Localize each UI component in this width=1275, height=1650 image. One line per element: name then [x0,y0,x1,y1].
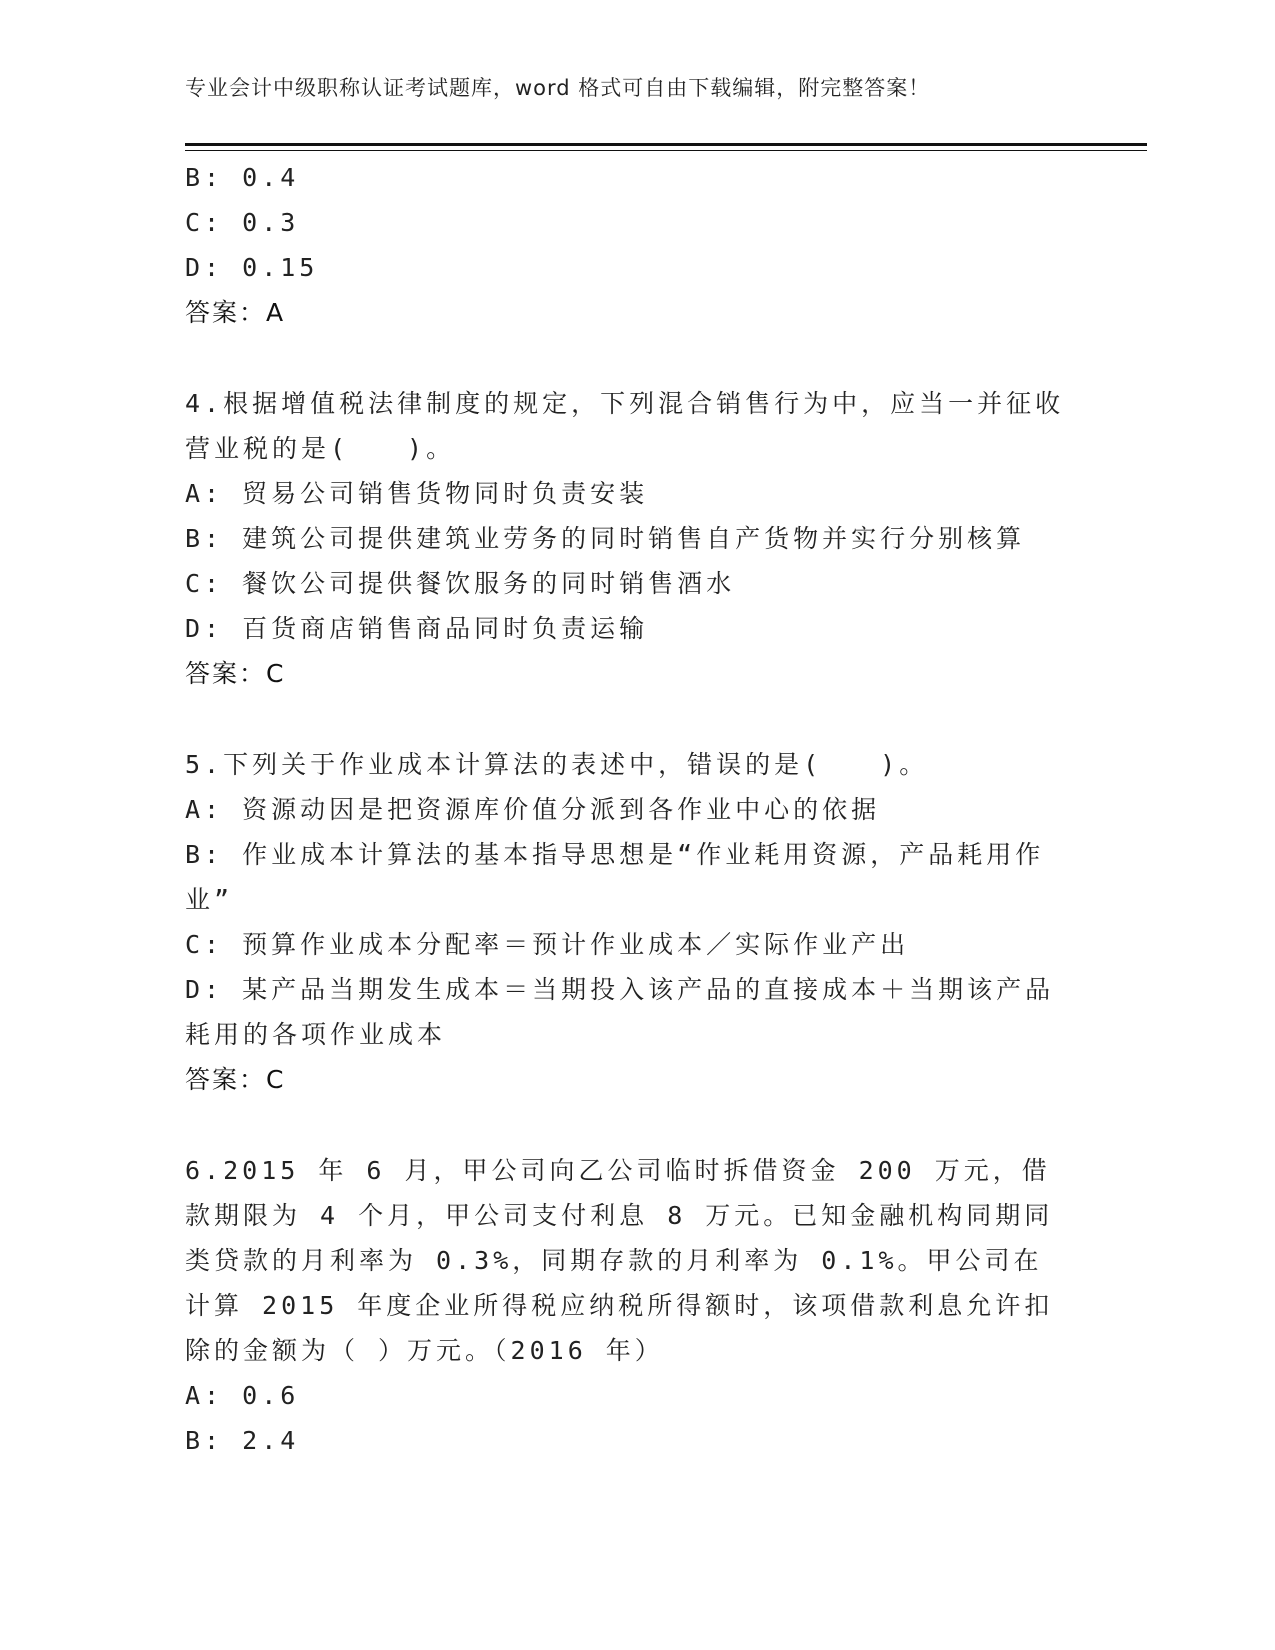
option-a: A: 0.6 [185,1381,300,1410]
question-3-tail [185,155,1075,335]
answer-label: 答案：C [185,1065,286,1094]
option-c: C: 0.3 [185,208,300,237]
question-4 [185,381,1075,696]
option-b: B: 作业成本计算法的基本指导思想是“作业耗用资源，产品耗用作业” [185,840,1045,914]
answer-label: 答案：A [185,298,286,327]
option-c: C: 餐饮公司提供餐饮服务的同时销售酒水 [185,569,736,598]
option-b: B: 建筑公司提供建筑业劳务的同时销售自产货物并实行分别核算 [185,524,1026,553]
page-header: 专业会计中级职称认证考试题库，word 格式可自由下载编辑，附完整答案！ [185,76,931,100]
question-5 [185,742,1075,1102]
header-divider-thick [185,143,1147,146]
option-a: A: 资源动因是把资源库价值分派到各作业中心的依据 [185,795,881,824]
question-6 [185,1148,1075,1463]
option-d: D: 某产品当期发生成本＝当期投入该产品的直接成本＋当期该产品耗用的各项作业成本 [185,975,1055,1049]
header-divider-thin [185,150,1147,151]
question-stem: 4.根据增值税法律制度的规定，下列混合销售行为中，应当一并征收营业税的是( )。 [185,389,1065,463]
option-c: C: 预算作业成本分配率＝预计作业成本／实际作业产出 [185,930,910,959]
option-d: D: 0.15 [185,253,319,282]
option-a: A: 贸易公司销售货物同时负责安装 [185,479,649,508]
question-stem: 6.2015 年 6 月，甲公司向乙公司临时拆借资金 200 万元，借款期限为 4 个月，甲公司支付利息 8 万元。已知金融机构同期同类贷款的月利率为 0.3%，同期存款的月利率为 0.1%。甲公司在计算 2015 年度企业所得税应纳税所得额时，该项借款利息允许扣除的金额为（ ）万元。（2016 年） [185,1156,1054,1365]
answer-label: 答案：C [185,659,286,688]
option-b: B: 0.4 [185,163,300,192]
question-stem: 5.下列关于作业成本计算法的表述中，错误的是( )。 [185,750,929,779]
question-content [185,155,1075,1463]
option-b: B: 2.4 [185,1426,300,1455]
option-d: D: 百货商店销售商品同时负责运输 [185,614,649,643]
